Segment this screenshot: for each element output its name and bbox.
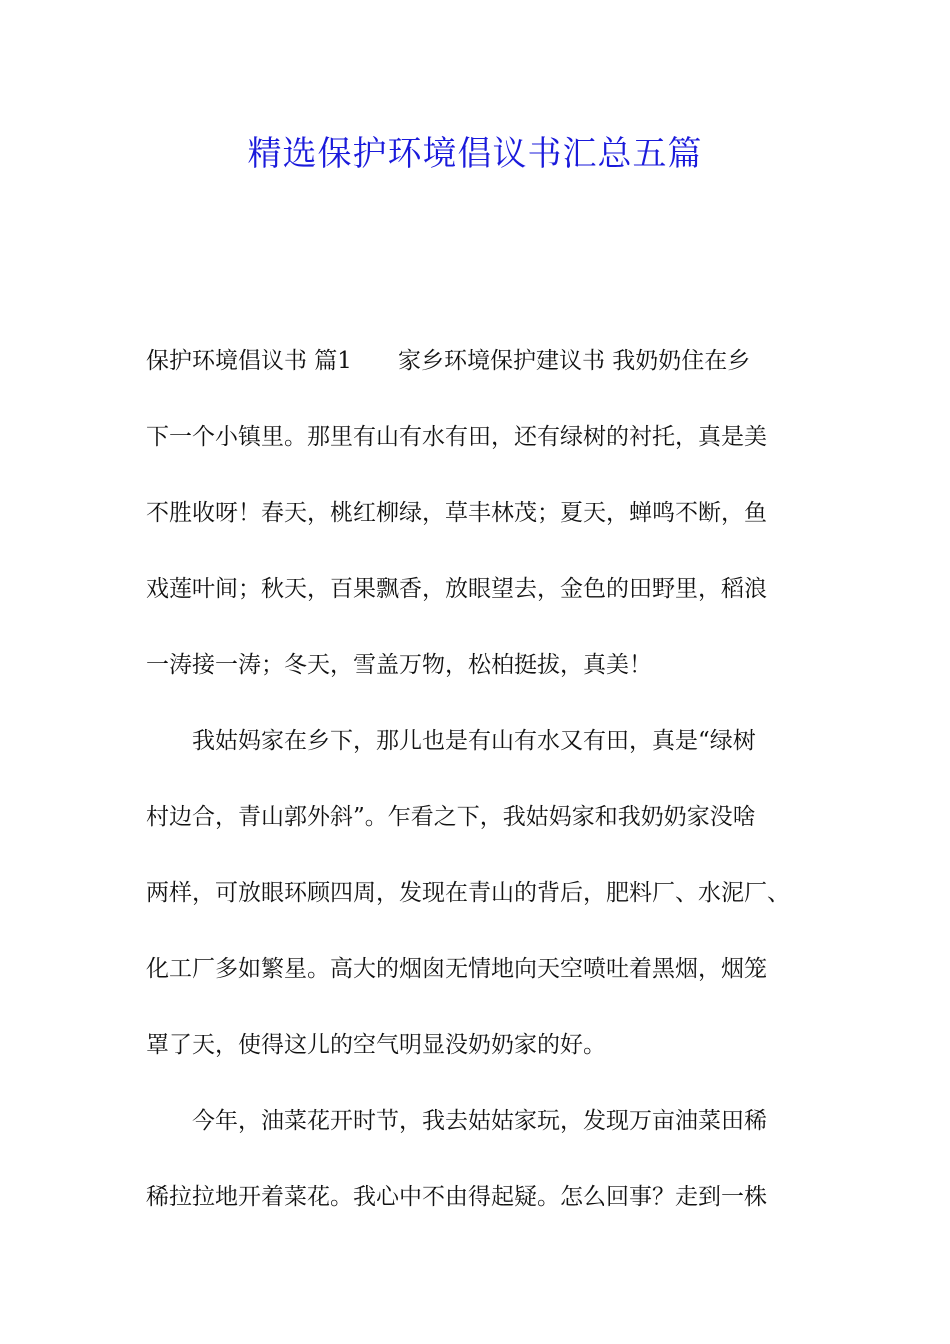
paragraph-line bbox=[146, 333, 826, 409]
line-text: 家乡环境保护建议书 我奶奶住在乡 bbox=[397, 348, 751, 374]
paragraph-line: 一涛接一涛；冬天，雪盖万物，松柏挺拔，真美！ bbox=[146, 652, 652, 678]
paragraph-line: 不胜收呀！春天，桃红柳绿，草丰林茂；夏天，蝉鸣不断，鱼 bbox=[146, 500, 767, 526]
document-title: 精选保护环境倡议书汇总五篇 bbox=[247, 134, 703, 174]
paragraph-line: 我姑妈家在乡下，那儿也是有山有水又有田，真是“绿树 bbox=[192, 728, 756, 754]
paragraph-line: 稀拉拉地开着菜花。我心中不由得起疑。怎么回事？走到一株 bbox=[146, 1184, 767, 1210]
paragraph-line: 下一个小镇里。那里有山有水有田，还有绿树的衬托，真是美 bbox=[146, 424, 767, 450]
paragraph-line: 村边合，青山郭外斜”。乍看之下，我姑妈家和我奶奶家没啥 bbox=[146, 804, 756, 830]
paragraph-line: 化工厂多如繁星。高大的烟囱无情地向天空喷吐着黑烟，烟笼 bbox=[146, 956, 767, 982]
paragraph-line: 罩了天，使得这儿的空气明显没奶奶家的好。 bbox=[146, 1032, 606, 1058]
paragraph-line: 两样，可放眼环顾四周，发现在青山的背后，肥料厂、水泥厂、 bbox=[146, 880, 790, 906]
paragraph-line: 戏莲叶间；秋天，百果飘香，放眼望去，金色的田野里，稻浪 bbox=[146, 576, 767, 602]
section-heading: 保护环境倡议书 篇1 bbox=[146, 348, 352, 374]
paragraph-line: 今年，油菜花开时节，我去姑姑家玩，发现万亩油菜田稀 bbox=[192, 1108, 767, 1134]
document-body bbox=[146, 333, 826, 1245]
